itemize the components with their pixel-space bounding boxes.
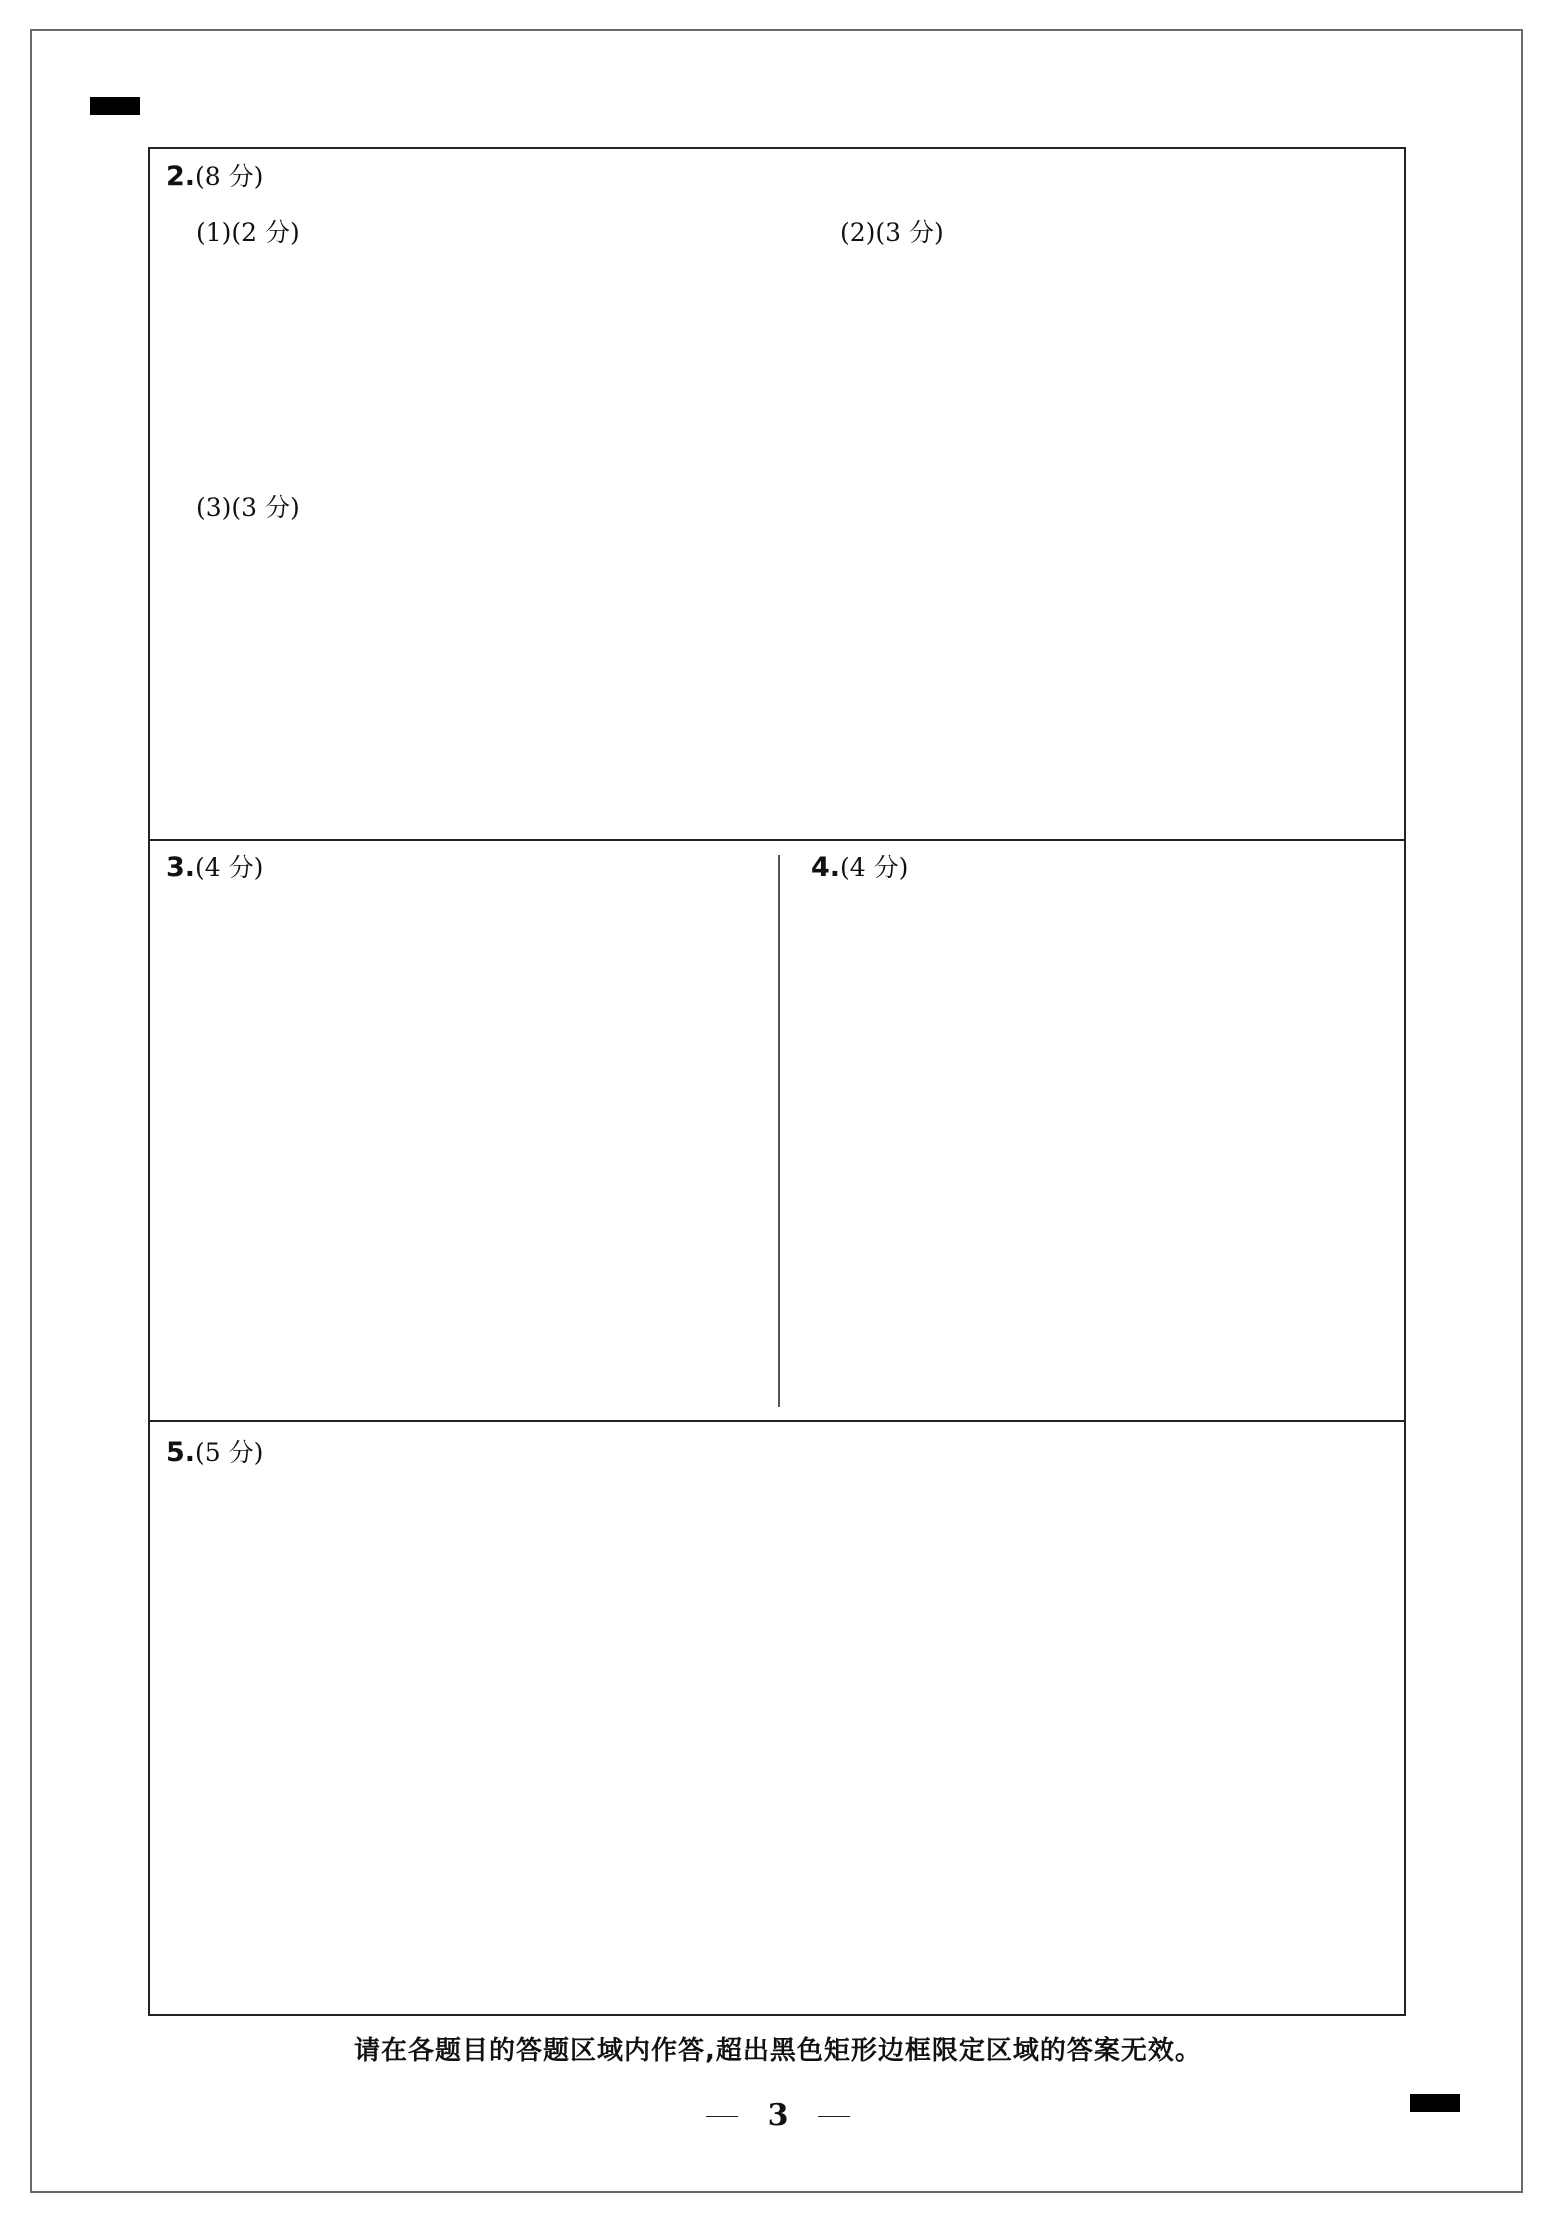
answer-area-question-2[interactable] bbox=[148, 147, 1406, 841]
question-2-score: (8 分) bbox=[195, 162, 264, 191]
question-3-heading bbox=[166, 852, 263, 884]
question-4-score: (4 分) bbox=[840, 853, 909, 882]
answer-area-notice: 请在各题目的答题区域内作答,超出黑色矩形边框限定区域的答案无效。 bbox=[354, 2036, 1202, 2066]
question-2-part-1-label: (1)(2 分) bbox=[196, 218, 300, 247]
question-2-part-3-label: (3)(3 分) bbox=[196, 493, 300, 522]
page-number: 3 bbox=[767, 2098, 789, 2133]
question-2-part-2-label: (2)(3 分) bbox=[840, 218, 944, 247]
answer-area-question-5[interactable] bbox=[148, 1420, 1406, 2016]
page-footer bbox=[0, 2097, 1556, 2134]
question-5-heading bbox=[166, 1437, 263, 1469]
question-4-heading bbox=[811, 852, 908, 884]
page-number-dash-left bbox=[706, 2116, 738, 2117]
question-4-number: 4. bbox=[811, 852, 841, 883]
question-5-number: 5. bbox=[166, 1437, 196, 1468]
question-3-score: (4 分) bbox=[195, 853, 264, 882]
alignment-marker-top-left bbox=[90, 97, 140, 115]
question-5-score: (5 分) bbox=[195, 1438, 264, 1467]
page-number-dash-right bbox=[818, 2116, 850, 2117]
question-2-number: 2. bbox=[166, 161, 196, 192]
question-2-heading bbox=[166, 161, 263, 193]
column-divider bbox=[778, 855, 780, 1407]
question-3-number: 3. bbox=[166, 852, 196, 883]
answer-area-questions-3-4 bbox=[148, 839, 1406, 1422]
